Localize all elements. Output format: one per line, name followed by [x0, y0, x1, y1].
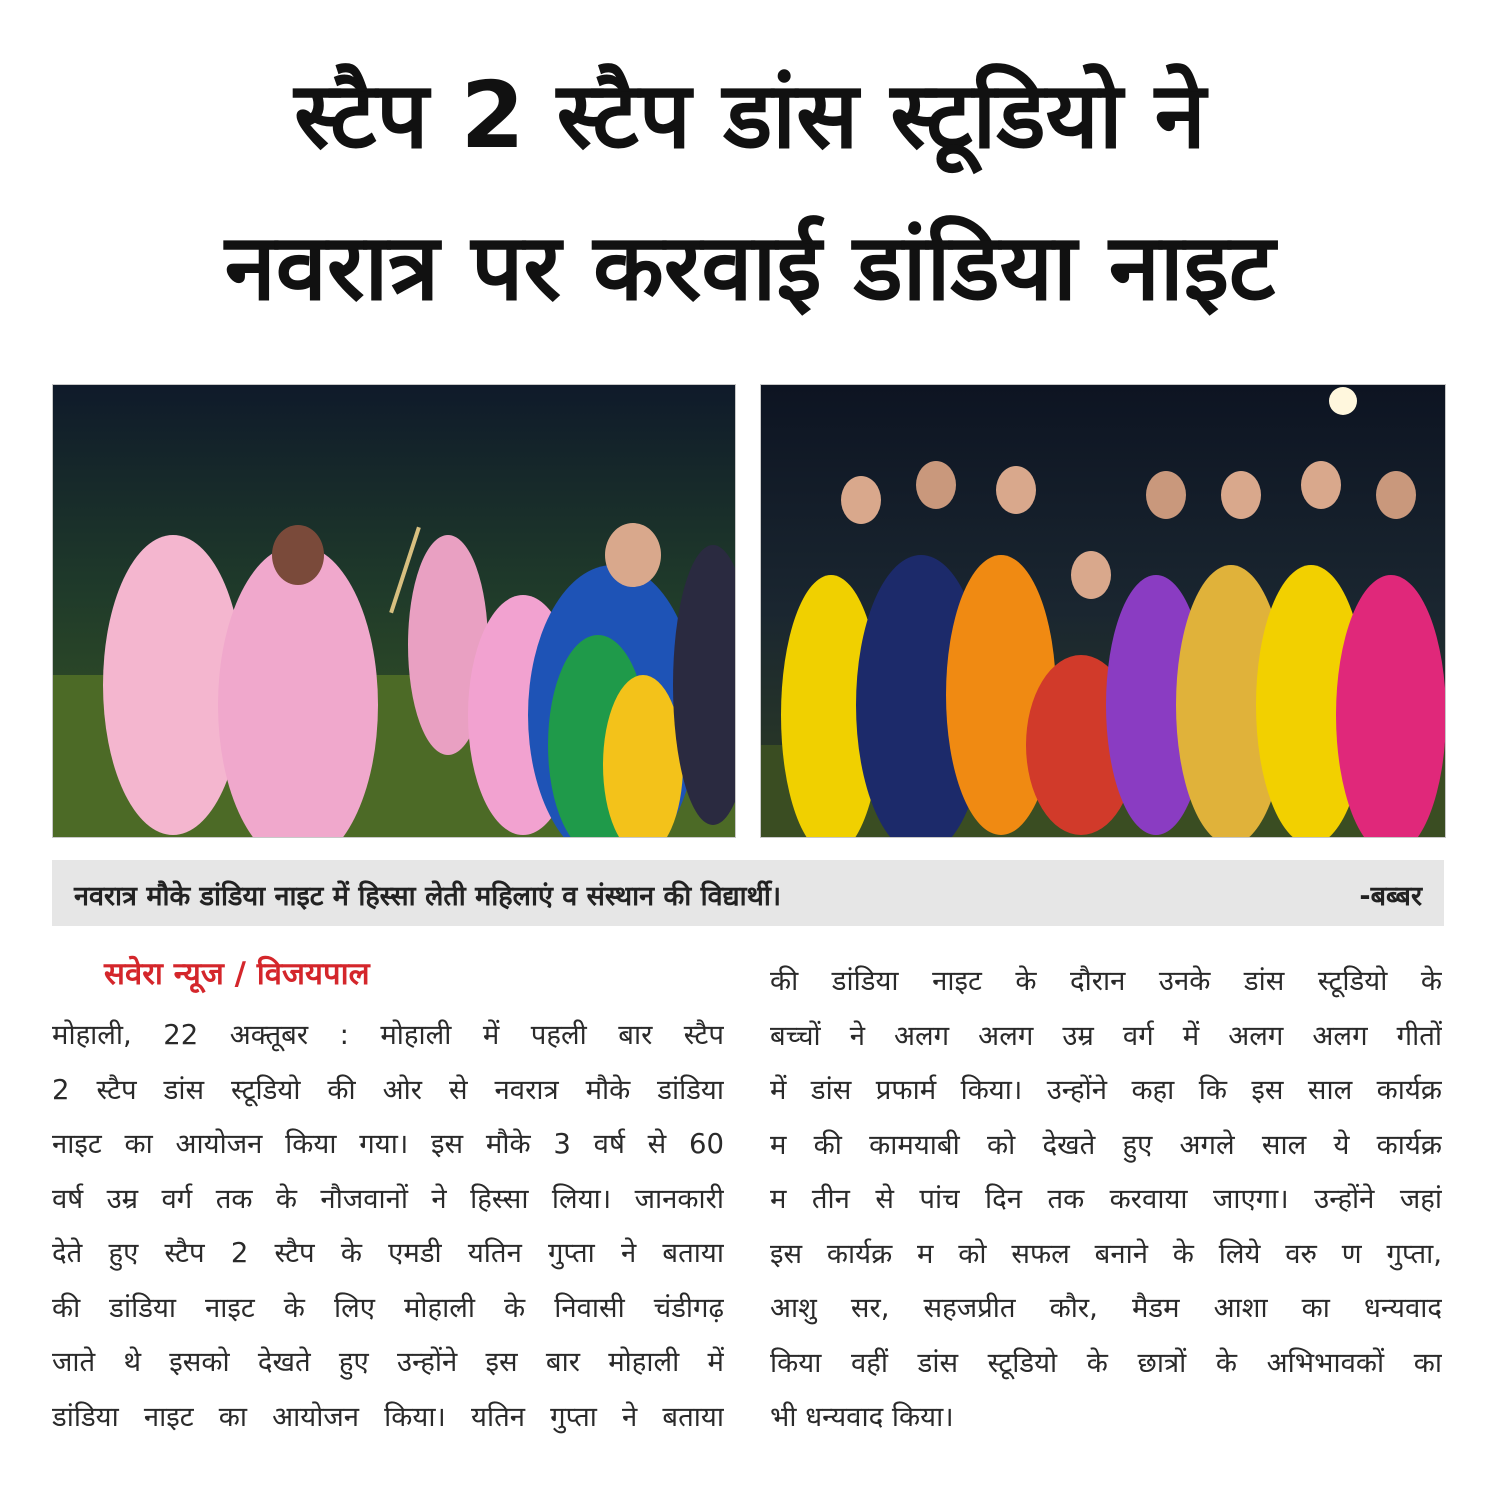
article-line: म तीन से पांच दिन तक करवाया जाएगा। उन्होंने जहां	[770, 1183, 1442, 1215]
article-line: म की कामयाबी को देखते हुए अगले साल ये कार्यक्र	[770, 1128, 1442, 1161]
article-line: की डांडिया नाइट के दौरान उनके डांस स्टूडियो के	[770, 965, 1442, 997]
article-line: मोहाली, 22 अक्तूबर : मोहाली में पहली बार स्टैप	[52, 1019, 724, 1051]
article-line: देते हुए स्टैप 2 स्टैप के एमडी यतिन गुप्ता ने बताया	[52, 1237, 724, 1269]
photo-caption-bar	[52, 860, 1444, 926]
photo-right-illustration	[761, 385, 1445, 837]
article-column-left	[52, 1008, 724, 1444]
dandiya-dancers-photo-icon	[52, 384, 736, 838]
article-line: में डांस प्रफार्म किया। उन्होंने कहा कि इस साल कार्यक्र	[770, 1074, 1442, 1106]
photo-credit: -बब्बर	[1359, 881, 1422, 912]
article-column-right	[770, 954, 1442, 1445]
article-line: नाइट का आयोजन किया गया। इस मौके 3 वर्ष से 60	[52, 1128, 724, 1160]
article-line: इस कार्यक्र म को सफल बनाने के लिये वरु ण गुप्ता,	[770, 1237, 1442, 1270]
photo-caption: नवरात्र मौके डांडिया नाइट में हिस्सा लेती महिलाएं व संस्थान की विद्यार्थी।	[74, 881, 782, 912]
article-line: जाते थे इसको देखते हुए उन्होंने इस बार मोहाली में	[52, 1346, 724, 1378]
article-line: की डांडिया नाइट के लिए मोहाली के निवासी चंडीगढ़	[52, 1291, 724, 1324]
headline-line-1: स्टैप 2 स्टैप डांस स्टूडियो ने	[294, 62, 1206, 169]
article-line: किया वहीं डांस स्टूडियो के छात्रों के अभिभावकों का	[770, 1346, 1442, 1379]
headline-line-2: नवरात्र पर करवाई डांडिया नाइट	[224, 214, 1276, 321]
byline: सवेरा न्यूज / विजयपाल	[104, 956, 370, 992]
article-line: भी धन्यवाद किया।	[770, 1401, 954, 1433]
photo-left-illustration	[53, 385, 735, 837]
article-line: डांडिया नाइट का आयोजन किया। यतिन गुप्ता ने बताया	[52, 1400, 724, 1433]
article-line: 2 स्टैप डांस स्टूडियो की ओर से नवरात्र मौके डांडिया	[52, 1073, 724, 1106]
group-dancers-photo-icon	[760, 384, 1446, 838]
article-line: वर्ष उम्र वर्ग तक के नौजवानों ने हिस्सा लिया। जानकारी	[52, 1182, 724, 1215]
article-line: बच्चों ने अलग अलग उम्र वर्ग में अलग अलग गीतों	[770, 1019, 1442, 1052]
article-line: आशु सर, सहजप्रीत कौर, मैडम आशा का धन्यवाद	[770, 1292, 1442, 1324]
